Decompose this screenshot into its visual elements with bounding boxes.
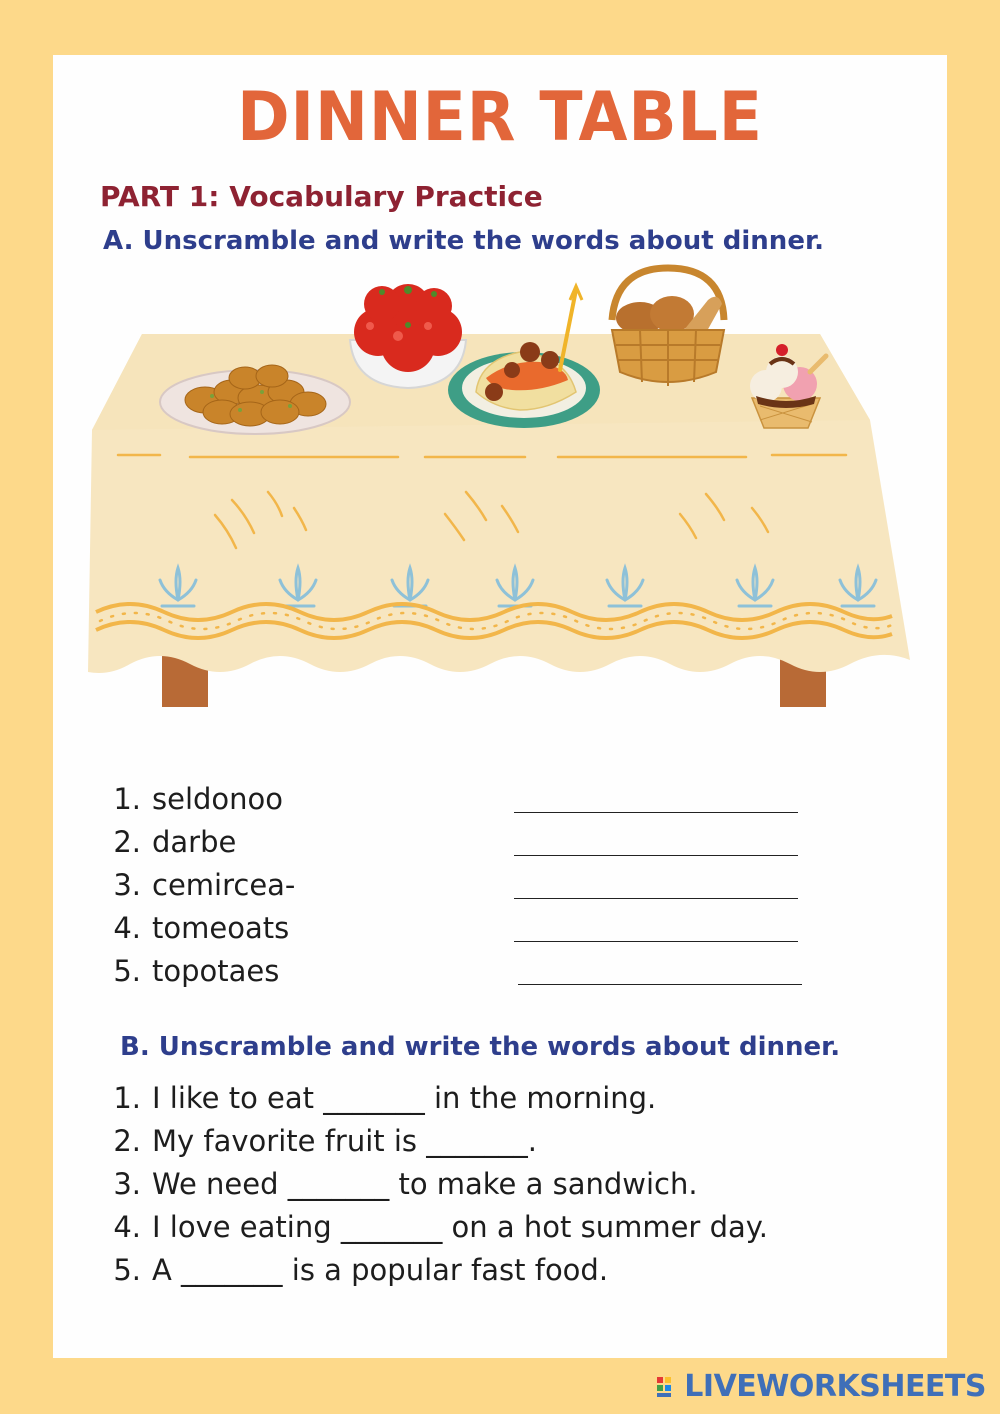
answer-field[interactable] [518, 984, 802, 985]
part-heading: PART 1: Vocabulary Practice [100, 180, 543, 213]
answer-field[interactable] [514, 898, 798, 899]
item-number: 1. [113, 782, 141, 816]
sentence-text: I love eating _______ on a hot summer day. [152, 1210, 768, 1244]
item-number: 2. [113, 1124, 141, 1158]
sentence-text: We need _______ to make a sandwich. [152, 1167, 698, 1201]
item-number: 3. [113, 868, 141, 902]
scrambled-word: darbe [152, 825, 237, 859]
sentence-text: My favorite fruit is _______. [152, 1124, 537, 1158]
answer-field[interactable] [514, 941, 798, 942]
item-number: 4. [113, 911, 141, 945]
scrambled-word: seldonoo [152, 782, 284, 816]
item-number: 5. [113, 1253, 141, 1287]
answer-field[interactable] [514, 855, 798, 856]
liveworksheets-footer[interactable] [656, 1369, 986, 1404]
item-number: 5. [113, 954, 141, 988]
answer-field[interactable] [514, 812, 798, 813]
item-number: 2. [113, 825, 141, 859]
brand-name: LIVEWORKSHEETS [684, 1369, 986, 1404]
item-number: 3. [113, 1167, 141, 1201]
item-number: 1. [113, 1081, 141, 1115]
scrambled-word: topotaes [152, 954, 280, 988]
section-b-heading: B. Unscramble and write the words about dinner. [120, 1032, 841, 1062]
sentence-text: A _______ is a popular fast food. [152, 1253, 609, 1287]
item-number: 4. [113, 1210, 141, 1244]
sentence-text: I like to eat _______ in the morning. [152, 1081, 657, 1115]
page-title: DINNER TABLE [237, 78, 763, 157]
scrambled-word: cemircea- [152, 868, 296, 902]
liveworksheets-logo-icon [656, 1375, 680, 1399]
section-a-heading: A. Unscramble and write the words about dinner. [103, 226, 824, 256]
scrambled-word: tomeoats [152, 911, 290, 945]
